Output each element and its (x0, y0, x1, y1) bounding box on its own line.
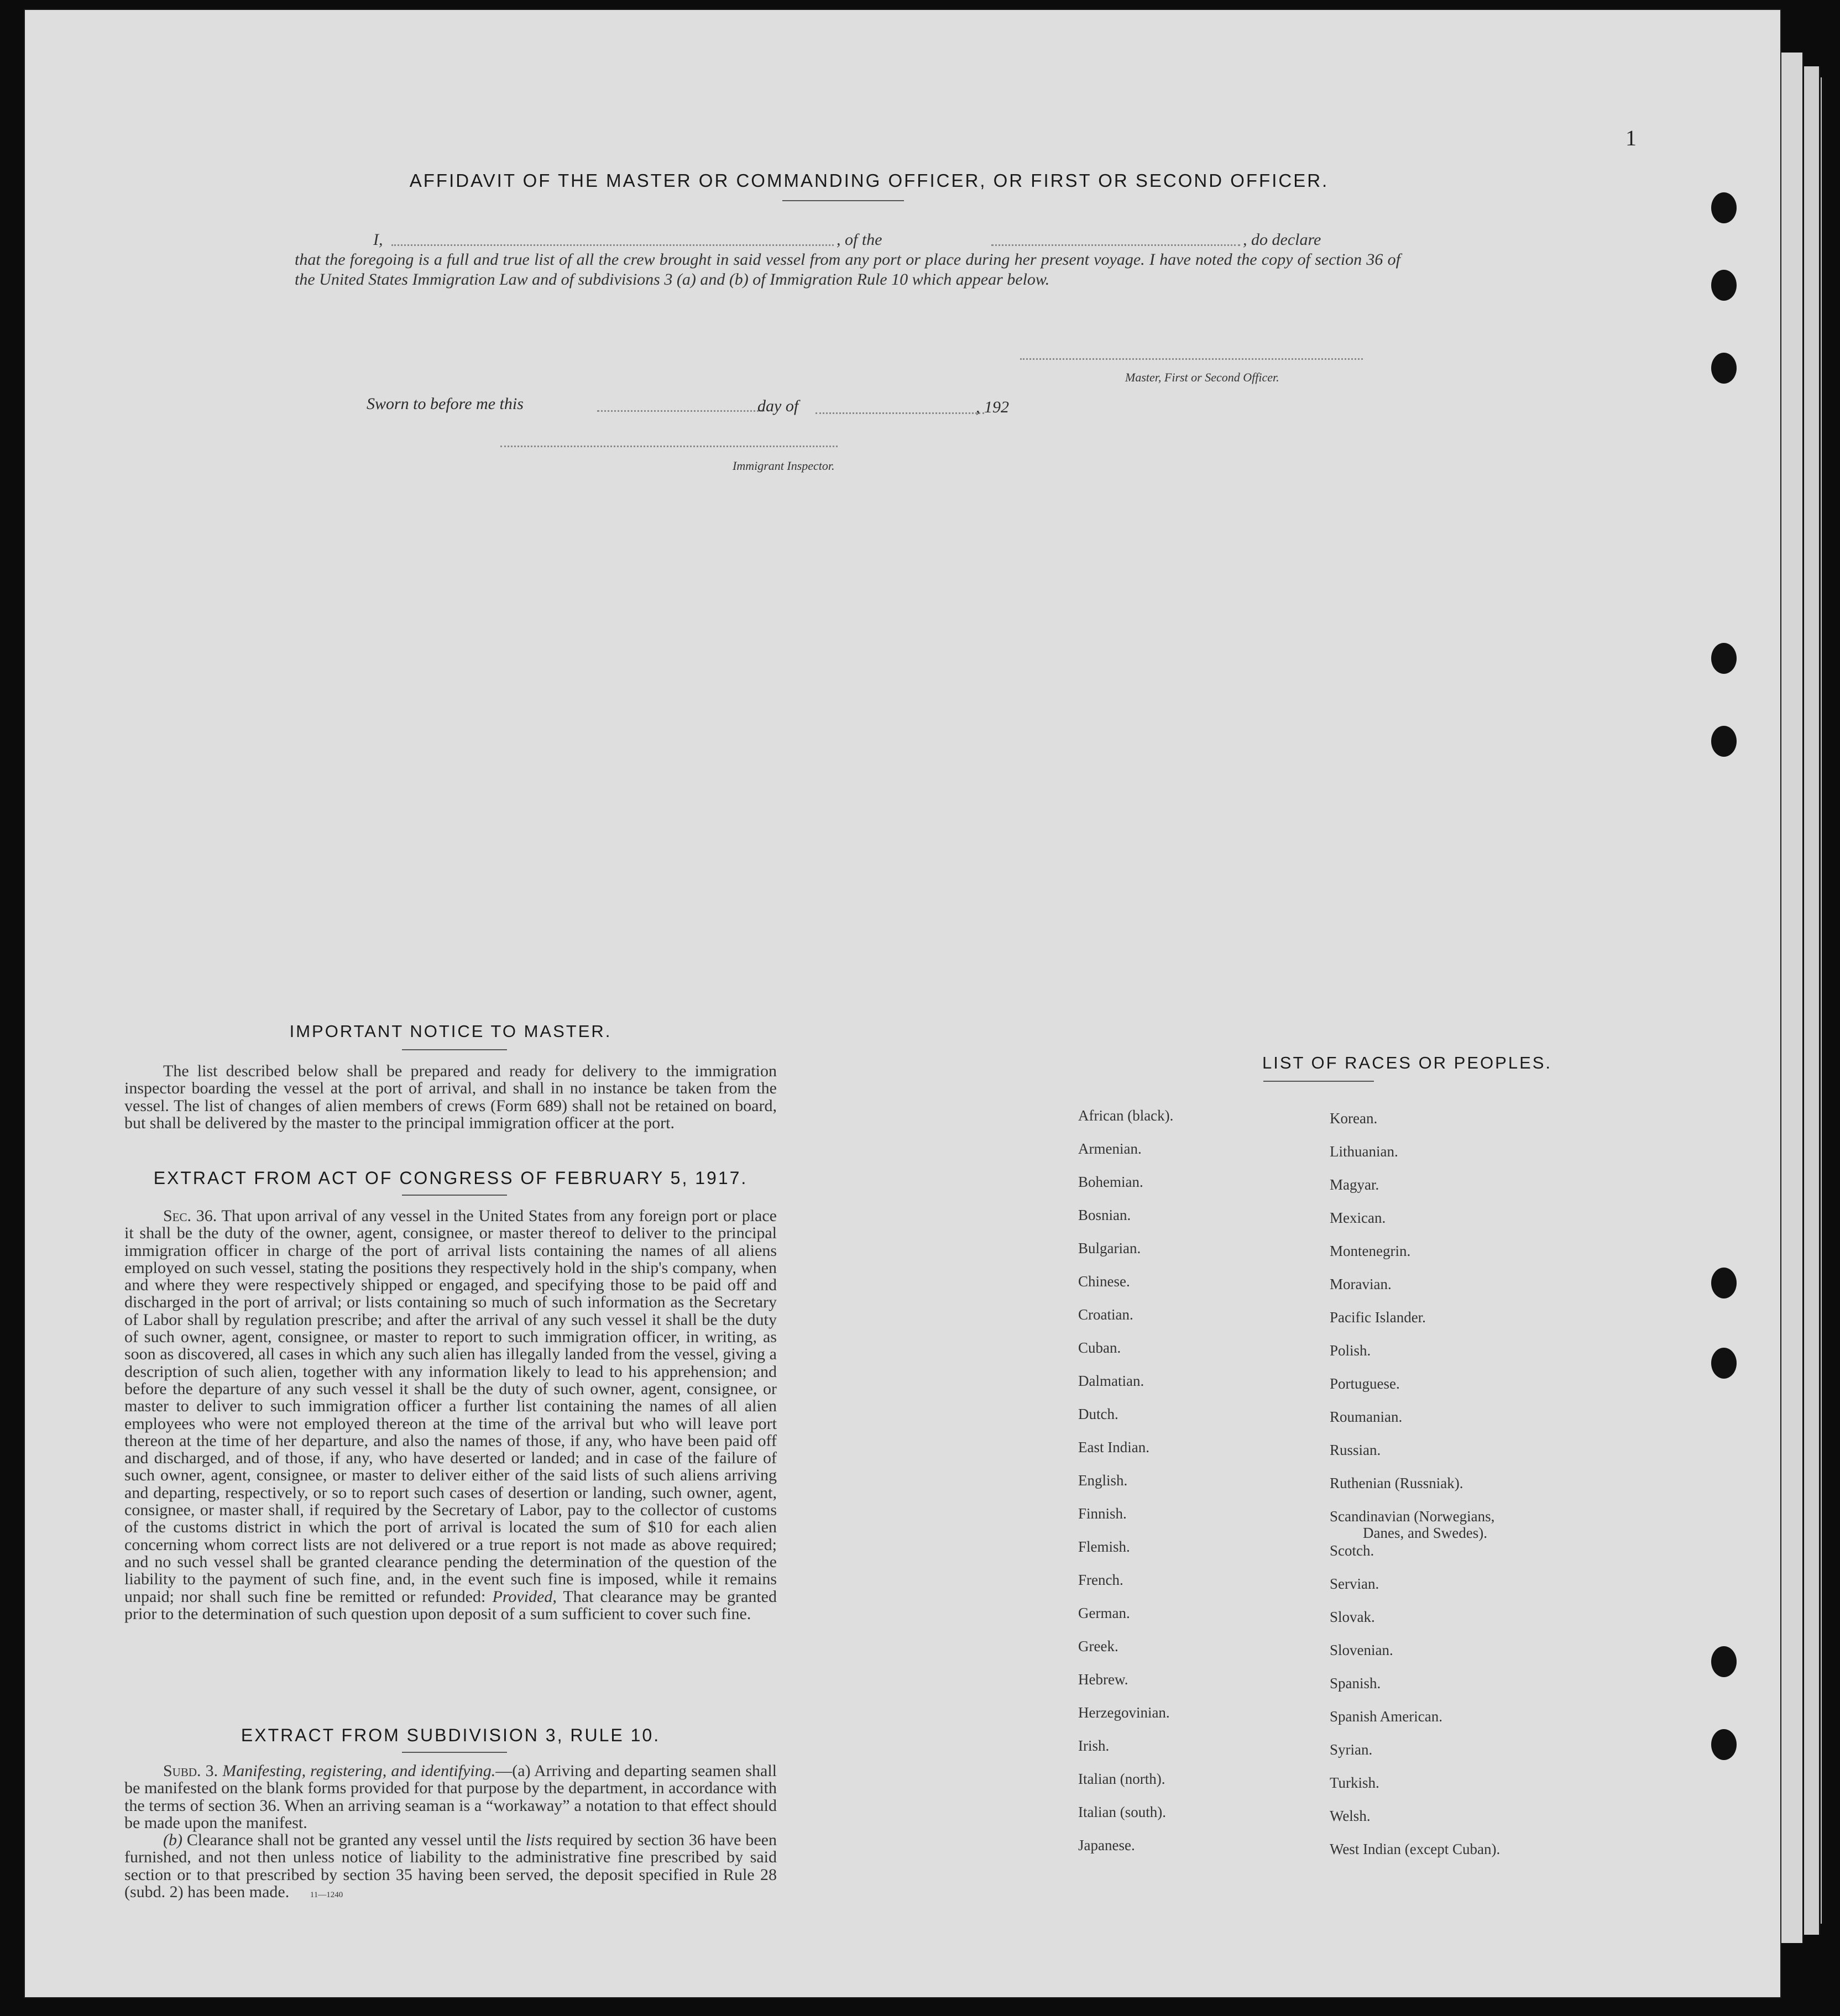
binding-hole (1711, 1348, 1737, 1379)
inspector-signature-field[interactable] (500, 446, 838, 447)
race-item: African (black). (1078, 1107, 1174, 1124)
rule-extract-title: EXTRACT FROM SUBDIVISION 3, RULE 10. (241, 1725, 661, 1745)
provided-word: Provided, (492, 1587, 557, 1606)
race-item: Bohemian. (1078, 1174, 1143, 1190)
race-item: Italian (north). (1078, 1771, 1165, 1787)
race-item: Montenegrin. (1330, 1243, 1411, 1259)
notice-text: The list described below shall be prepared and ready for delivery to the immigration inspector boarding the vessel at the port of arrival, and shall in no instance be taken from the vessel. The list of changes of alien members of crews (Form 689) shall not be retained on board, but shall be delivered by the master to the principal immigration officer at the port. (124, 1062, 777, 1132)
section-label: Sec. 36. (163, 1207, 217, 1225)
race-item: Herzegovinian. (1078, 1704, 1170, 1721)
para-b-text: Clearance shall not be granted any vessel until the (186, 1831, 521, 1850)
race-item: Irish. (1078, 1737, 1110, 1754)
race-item: Servian. (1330, 1575, 1379, 1592)
race-item: English. (1078, 1472, 1128, 1489)
race-item: West Indian (except Cuban). (1330, 1841, 1501, 1857)
para-b-label: (b) (163, 1831, 182, 1850)
race-item: Turkish. (1330, 1774, 1379, 1791)
race-item: Ruthenian (Russniak). (1330, 1475, 1463, 1491)
title-rule (782, 200, 904, 201)
sworn-text: Sworn to before me this (367, 395, 524, 413)
race-item: East Indian. (1078, 1439, 1149, 1455)
act-extract-title: EXTRACT FROM ACT OF CONGRESS OF FEBRUARY 5, 1917. (153, 1168, 748, 1188)
binding-hole (1711, 353, 1737, 384)
race-item: German. (1078, 1605, 1130, 1621)
race-item: Danes, and Swedes). (1363, 1525, 1487, 1541)
section-text: That upon arrival of any vessel in the United States from any foreign port or place it shall be the duty of the owner, agent, consignee, or master thereof to deliver to the principal immigration officer in charge of the port of arrival lists containing the names of all aliens employed on such vessel, stating the positions they respectively hold in the ship's company, when and where they were respectively shipped or engaged, and specifying those to be paid off and discharged in the port of arrival; or lists containing so much of such information as the Secretary of Labor shall by regulation prescribe; and after the arrival of any such vessel it shall be the duty of such owner, agent, consignee, or master to report to such immigration officer, in writing, as soon as discovered, all cases in which any such alien has illegally landed from the vessel, giving a description of such alien, together with any information likely to lead to his apprehension; and before the departure of any such vessel it shall be the duty of such owner, agent, consignee, or master to deliver to such immigration officer a further list containing the names of all alien employees who were not employed thereon at the time of the arrival but who will leave port thereon at the time of her departure, and also the names of those, if any, who have been paid off and discharged, and of those, if any, who have deserted or landed; and in case of the failure of such owner, agent, consignee, or master to deliver either of the said lists of such aliens arriving and departing, respectively, or so to report such cases of desertion or landing, such owner, agent, consignee, or master shall, if required by the Secretary of Labor, pay to the collector of customs of the customs district in which the port of arrival is located the sum of $10 for each alien concerning whom correct lists are not delivered or a true report is not made as above required; and no such vessel shall be granted clearance pending the determination of the question of the liability to the payment of such fine, and, in the event such fine is imposed, while it remains unpaid; nor shall such fine be remitted or refunded: (124, 1207, 777, 1606)
master-caption: Master, First or Second Officer. (1125, 370, 1279, 384)
inspector-caption: Immigrant Inspector. (733, 459, 835, 473)
race-item: Welsh. (1330, 1808, 1371, 1824)
race-item: Slovak. (1330, 1609, 1375, 1625)
race-item: Hebrew. (1078, 1671, 1128, 1688)
affidavit-statement (295, 230, 1400, 290)
race-item: Cuban. (1078, 1339, 1121, 1356)
race-item: Pacific Islander. (1330, 1309, 1426, 1326)
year-text: , 192 (976, 398, 1009, 416)
title-rule (402, 1049, 507, 1050)
title-rule (402, 1752, 507, 1753)
section-text-end: That clearance may be granted prior to the determination of such question upon deposit of a sum sufficient to cover such fine. (124, 1587, 777, 1623)
binding-hole (1711, 192, 1737, 223)
race-item: Bulgarian. (1078, 1240, 1141, 1256)
lists-word: lists (525, 1831, 553, 1850)
day-of-text: day of (757, 397, 799, 415)
race-item: Flemish. (1078, 1538, 1130, 1555)
race-item: Spanish American. (1330, 1708, 1442, 1725)
act-extract-body (124, 1207, 777, 1622)
binding-hole (1711, 1646, 1737, 1677)
para-a: —(a) Arriving and departing seamen shall be manifested on the blank forms provided for that purpose by the department, in accordance with the terms of section 36. When an arriving seaman is a “workaway” a notation to that effect should be made upon the manifest. (124, 1762, 777, 1832)
para-b-text-end: required by section 36 have been furnished, and not then unless notice of liability to the administrative fine prescribed by said section or to that prescribed by section 35 having been served, the deposit specified in Rule 28 (subd. 2) has been made. (124, 1831, 777, 1902)
declare-suffix: , do declare (1243, 231, 1321, 249)
notice-title: IMPORTANT NOTICE TO MASTER. (289, 1022, 612, 1041)
declarant-prefix: I, (373, 231, 383, 249)
subd-heading: Manifesting, registering, and identifying. (222, 1762, 496, 1780)
binding-hole (1711, 1268, 1737, 1298)
race-item: Moravian. (1330, 1276, 1392, 1292)
binding-hole (1711, 1729, 1737, 1760)
race-item: Scandinavian (Norwegians, (1330, 1508, 1495, 1525)
race-item: Russian. (1330, 1442, 1381, 1458)
race-item: Armenian. (1078, 1140, 1142, 1157)
rule-extract-body (124, 1762, 777, 1904)
race-item: Roumanian. (1330, 1408, 1403, 1425)
race-item: Croatian. (1078, 1306, 1133, 1323)
subd-label: Subd. 3. (163, 1762, 218, 1780)
race-item: Syrian. (1330, 1741, 1373, 1758)
race-item: Portuguese. (1330, 1375, 1400, 1392)
print-code: 11—1240 (310, 1891, 343, 1900)
title-rule (402, 1195, 507, 1196)
declarant-name-field[interactable] (391, 244, 834, 246)
race-item: French. (1078, 1572, 1123, 1588)
binding-hole (1711, 726, 1737, 757)
race-item: Chinese. (1078, 1273, 1130, 1290)
race-item: Scotch. (1330, 1542, 1374, 1559)
document-page (25, 10, 1780, 1997)
race-item: Mexican. (1330, 1209, 1386, 1226)
corner-mark: 1 (1625, 125, 1637, 150)
affidavit-title: AFFIDAVIT OF THE MASTER OR COMMANDING OFFICER, OR FIRST OR SECOND OFFICER. (409, 170, 1329, 191)
race-item: Slovenian. (1330, 1642, 1393, 1658)
race-item: Italian (south). (1078, 1804, 1166, 1820)
race-item: Greek. (1078, 1638, 1118, 1654)
race-item: Spanish. (1330, 1675, 1381, 1692)
races-title: LIST OF RACES OR PEOPLES. (1262, 1053, 1552, 1072)
master-signature-field[interactable] (1020, 358, 1363, 360)
race-item: Korean. (1330, 1110, 1378, 1127)
race-item: Lithuanian. (1330, 1143, 1398, 1160)
vessel-name-field[interactable] (991, 244, 1240, 246)
vessel-prefix: , of the (837, 231, 882, 249)
binding-hole (1711, 643, 1737, 674)
notice-body (124, 1062, 777, 1132)
race-item: Dalmatian. (1078, 1373, 1144, 1389)
binding-hole (1711, 270, 1737, 301)
sworn-day-field[interactable] (597, 410, 763, 412)
race-item: Finnish. (1078, 1505, 1127, 1522)
race-item: Bosnian. (1078, 1207, 1131, 1223)
race-item: Japanese. (1078, 1837, 1135, 1853)
race-item: Dutch. (1078, 1406, 1118, 1422)
race-item: Polish. (1330, 1342, 1371, 1359)
race-item: Magyar. (1330, 1176, 1379, 1193)
affidavit-body: that the foregoing is a full and true list of all the crew brought in said vessel from any port or place during her present voyage. I have noted the copy of section 36 of the United States Immigration Law and of subdivisions 3 (a) and (b) of Immigration Rule 10 which appear below. (295, 250, 1400, 289)
sworn-month-field[interactable] (816, 412, 984, 414)
title-rule (1263, 1081, 1374, 1082)
